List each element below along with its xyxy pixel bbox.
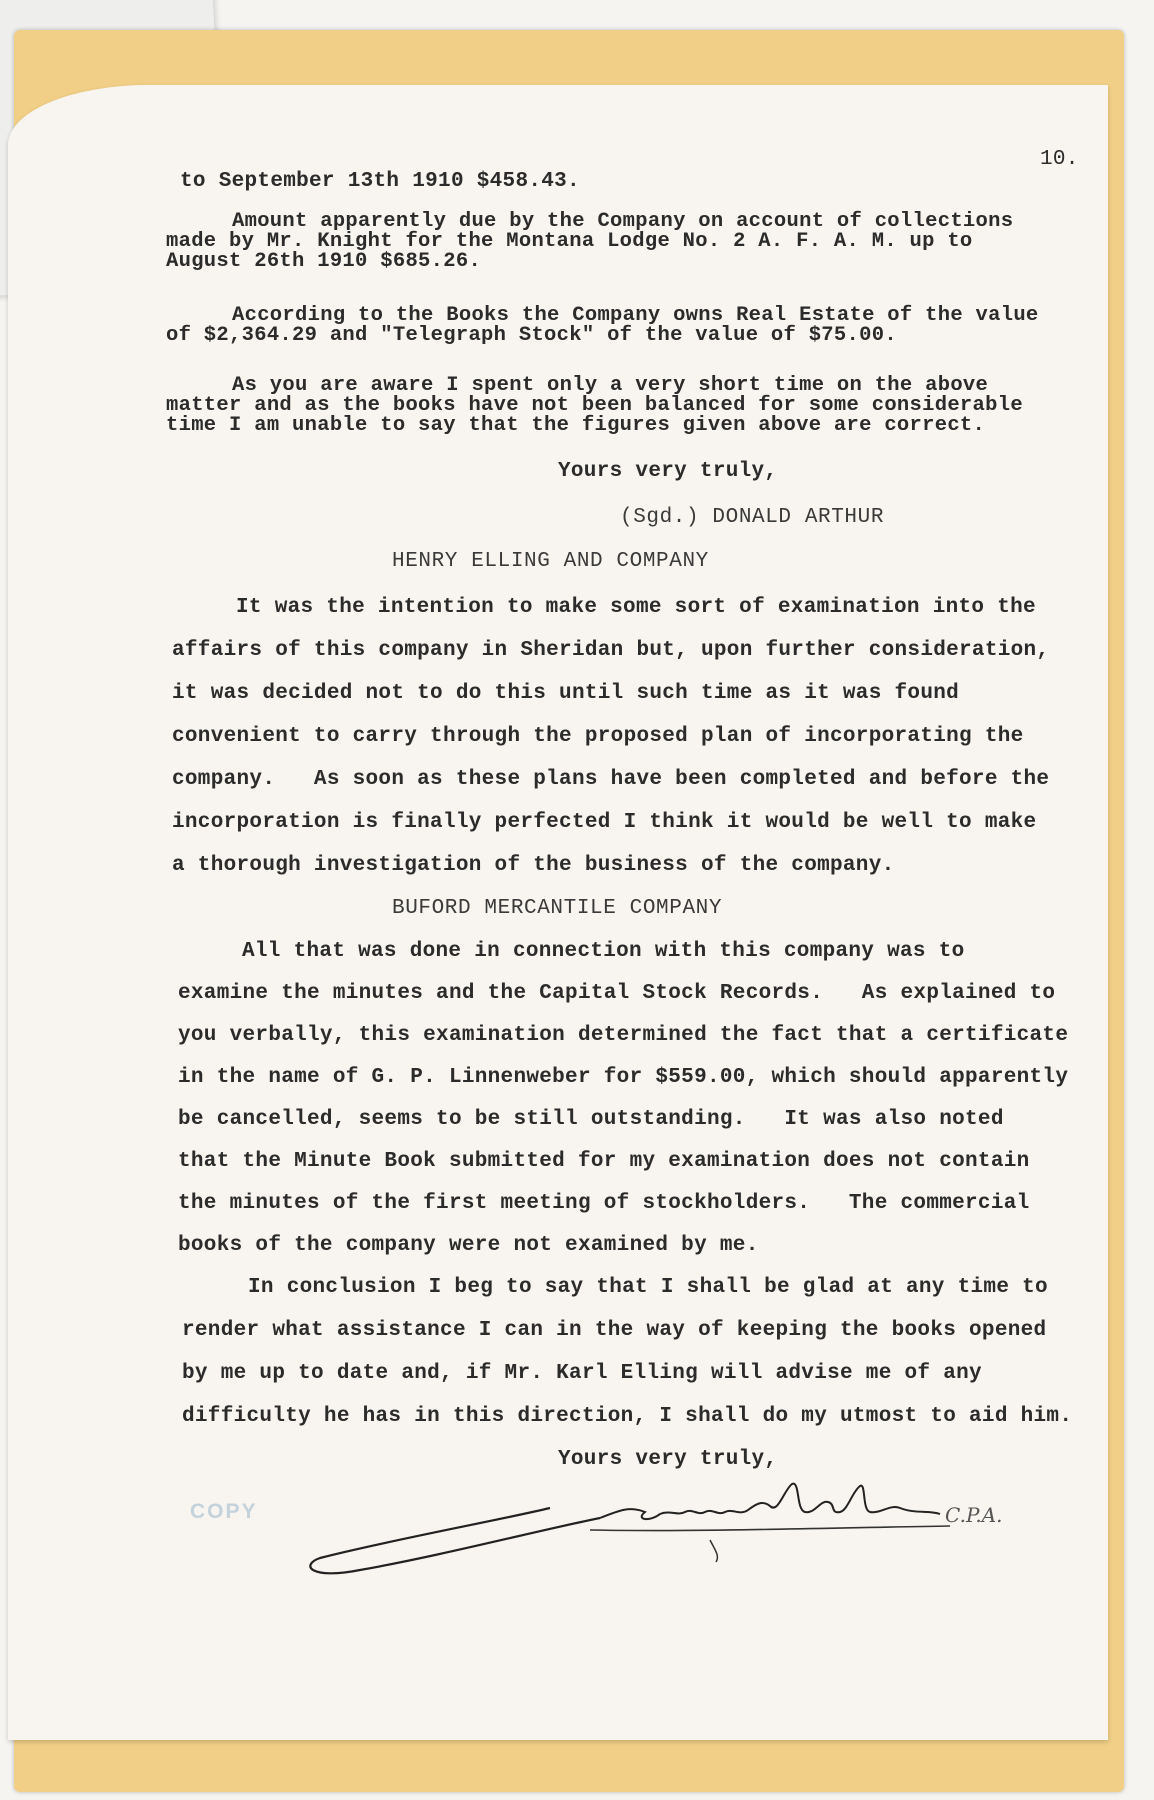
conclusion-line-1: In conclusion I beg to say that I shall be glad at any time to <box>248 1276 1048 1299</box>
signed-by: (Sgd.) DONALD ARTHUR <box>620 506 885 529</box>
copy-stamp: COPY <box>190 1500 258 1523</box>
buford-line-4: in the name of G. P. Linnenweber for $559.00, which should apparently <box>178 1066 1069 1089</box>
lodge-line-3: August 26th 1910 $685.26. <box>166 250 482 273</box>
elling-line-6: incorporation is finally perfected I think it would be well to make <box>172 811 1037 834</box>
page-number: 10. <box>1040 148 1079 171</box>
buford-line-1: All that was done in connection with this company was to <box>242 940 965 963</box>
heading-buford-mercantile: BUFORD MERCANTILE COMPANY <box>392 897 723 920</box>
buford-line-3: you verbally, this examination determined the fact that a certificate <box>178 1024 1069 1047</box>
elling-line-5: company. As soon as these plans have been completed and before the <box>172 768 1050 791</box>
closing-yours-truly-2: Yours very truly, <box>558 1448 778 1471</box>
elling-line-2: affairs of this company in Sheridan but, upon further consideration, <box>172 639 1050 662</box>
aware-line-2: matter and as the books have not been balanced for some considerable <box>166 394 1023 417</box>
signature-credential: C.P.A. <box>945 1503 1003 1527</box>
conclusion-line-4: difficulty he has in this direction, I shall do my utmost to aid him. <box>182 1405 1073 1428</box>
elling-line-4: convenient to carry through the proposed plan of incorporating the <box>172 725 1024 748</box>
real-estate-line-1: According to the Books the Company owns Real Estate of the value <box>232 304 1039 327</box>
lodge-line-2: made by Mr. Knight for the Montana Lodge No. 2 A. F. A. M. up to <box>166 230 973 253</box>
elling-line-7: a thorough investigation of the business of the company. <box>172 854 895 877</box>
buford-line-7: the minutes of the first meeting of stockholders. The commercial <box>178 1192 1030 1215</box>
opening-line: to September 13th 1910 $458.43. <box>180 170 580 193</box>
buford-line-8: books of the company were not examined by me. <box>178 1234 759 1257</box>
aware-line-3: time I am unable to say that the figures given above are correct. <box>166 414 986 437</box>
heading-henry-elling: HENRY ELLING AND COMPANY <box>392 550 709 573</box>
elling-line-1: It was the intention to make some sort of examination into the <box>236 596 1036 619</box>
conclusion-line-2: render what assistance I can in the way of keeping the books opened <box>182 1319 1047 1342</box>
buford-line-2: examine the minutes and the Capital Stock Records. As explained to <box>178 982 1056 1005</box>
buford-line-6: that the Minute Book submitted for my examination does not contain <box>178 1150 1030 1173</box>
conclusion-line-3: by me up to date and, if Mr. Karl Elling will advise me of any <box>182 1362 982 1385</box>
lodge-line-1: Amount apparently due by the Company on account of collections <box>232 210 1014 233</box>
buford-line-5: be cancelled, seems to be still outstanding. It was also noted <box>178 1108 1004 1131</box>
elling-line-3: it was decided not to do this until such time as it was found <box>172 682 960 705</box>
aware-line-1: As you are aware I spent only a very short time on the above <box>232 374 989 397</box>
real-estate-line-2: of $2,364.29 and "Telegraph Stock" of the value of $75.00. <box>166 324 897 347</box>
closing-yours-truly-1: Yours very truly, <box>558 460 778 483</box>
